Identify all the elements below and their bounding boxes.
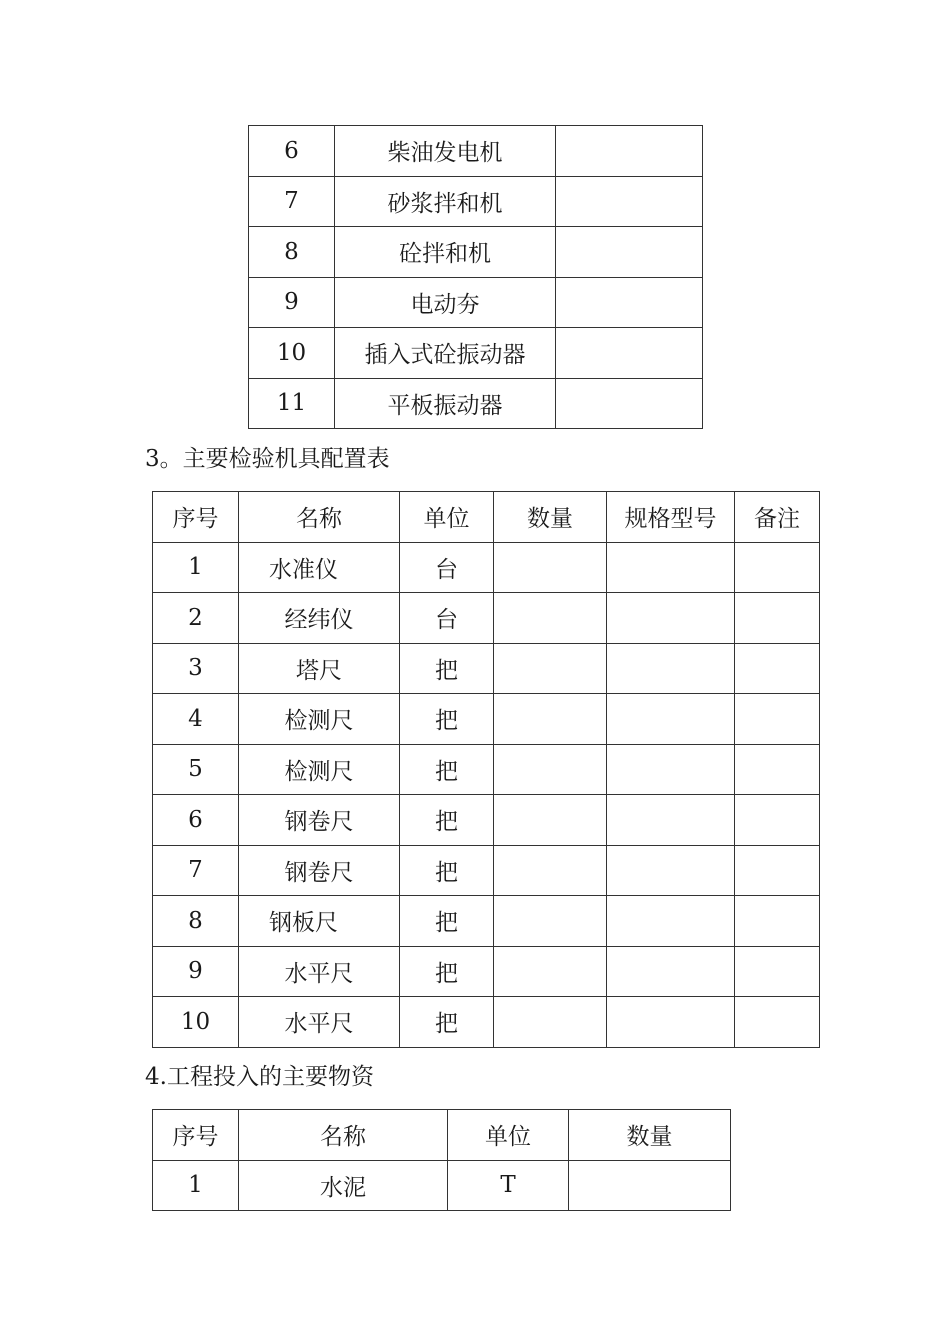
row-number: 7 [249,176,335,227]
remarks-cell [735,845,820,896]
tool-name: 塔尺 [239,643,400,694]
spec-cell [607,795,735,846]
tool-name: 经纬仪 [239,593,400,644]
spec-cell [607,946,735,997]
row-number: 9 [153,946,239,997]
spec-cell [607,997,735,1048]
quantity-cell [494,593,607,644]
quantity-cell [494,744,607,795]
table-row [249,277,703,328]
remarks-cell [735,593,820,644]
unit-cell: 把 [400,896,494,947]
table-row [153,744,820,795]
spec-cell [607,845,735,896]
unit-cell: 台 [400,542,494,593]
header-name: 名称 [239,492,400,543]
unit-cell: 把 [400,643,494,694]
header-remarks: 备注 [735,492,820,543]
header-unit: 单位 [448,1110,569,1161]
empty-cell [556,328,703,379]
unit-cell: 把 [400,845,494,896]
header-no: 序号 [153,492,239,543]
section3-title: 3。主要检验机具配置表 [145,446,390,472]
section4-title: 4.工程投入的主要物资 [145,1064,374,1090]
header-no: 序号 [153,1110,239,1161]
unit-cell: 台 [400,593,494,644]
table-row [153,795,820,846]
quantity-cell [494,542,607,593]
tool-name: 钢卷尺 [239,795,400,846]
spec-cell [607,542,735,593]
row-number: 7 [153,845,239,896]
tool-name: 水平尺 [239,946,400,997]
header-spec: 规格型号 [607,492,735,543]
spec-cell [607,896,735,947]
header-row [153,492,820,543]
tool-name: 检测尺 [239,694,400,745]
remarks-cell [735,795,820,846]
row-number: 11 [249,378,335,429]
table-row [153,997,820,1048]
remarks-cell [735,744,820,795]
table-row [249,378,703,429]
row-number: 1 [153,1160,239,1211]
equipment-name: 柴油发电机 [335,126,556,177]
remarks-cell [735,542,820,593]
tool-name: 钢卷尺 [239,845,400,896]
tool-name: 水平尺 [239,997,400,1048]
unit-cell: 把 [400,795,494,846]
table-row [153,845,820,896]
row-number: 2 [153,593,239,644]
table-row [153,1160,731,1211]
table-row [153,946,820,997]
table-row [153,542,820,593]
spec-cell [607,694,735,745]
header-row [153,1110,731,1161]
unit-cell: 把 [400,946,494,997]
table-row [153,643,820,694]
row-number: 5 [153,744,239,795]
row-number: 10 [153,997,239,1048]
table-row [153,694,820,745]
equipment-name: 电动夯 [335,277,556,328]
unit-cell: 把 [400,997,494,1048]
empty-cell [556,176,703,227]
row-number: 6 [249,126,335,177]
remarks-cell [735,694,820,745]
inspection-tools-table [152,491,820,1048]
row-number: 10 [249,328,335,379]
remarks-cell [735,997,820,1048]
tool-name: 钢板尺 [239,896,400,947]
quantity-cell [569,1160,731,1211]
table-row [249,328,703,379]
empty-cell [556,126,703,177]
equipment-name: 插入式砼振动器 [335,328,556,379]
remarks-cell [735,946,820,997]
tool-name: 水准仪 [239,542,400,593]
spec-cell [607,593,735,644]
equipment-name: 砂浆拌和机 [335,176,556,227]
header-name: 名称 [239,1110,448,1161]
quantity-cell [494,997,607,1048]
row-number: 9 [249,277,335,328]
remarks-cell [735,643,820,694]
row-number: 3 [153,643,239,694]
quantity-cell [494,643,607,694]
empty-cell [556,277,703,328]
empty-cell [556,227,703,278]
tool-name: 检测尺 [239,744,400,795]
header-quantity: 数量 [494,492,607,543]
quantity-cell [494,795,607,846]
header-unit: 单位 [400,492,494,543]
row-number: 8 [153,896,239,947]
row-number: 1 [153,542,239,593]
quantity-cell [494,694,607,745]
equipment-table-continued [248,125,703,429]
quantity-cell [494,845,607,896]
table-row [249,176,703,227]
table-row [249,126,703,177]
row-number: 6 [153,795,239,846]
unit-cell: T [448,1160,569,1211]
equipment-name: 砼拌和机 [335,227,556,278]
materials-table [152,1109,731,1211]
empty-cell [556,378,703,429]
material-name: 水泥 [239,1160,448,1211]
spec-cell [607,643,735,694]
unit-cell: 把 [400,694,494,745]
equipment-name: 平板振动器 [335,378,556,429]
unit-cell: 把 [400,744,494,795]
table-row [153,896,820,947]
quantity-cell [494,946,607,997]
table-row [249,227,703,278]
spec-cell [607,744,735,795]
row-number: 8 [249,227,335,278]
table-row [153,593,820,644]
quantity-cell [494,896,607,947]
remarks-cell [735,896,820,947]
row-number: 4 [153,694,239,745]
header-quantity: 数量 [569,1110,731,1161]
